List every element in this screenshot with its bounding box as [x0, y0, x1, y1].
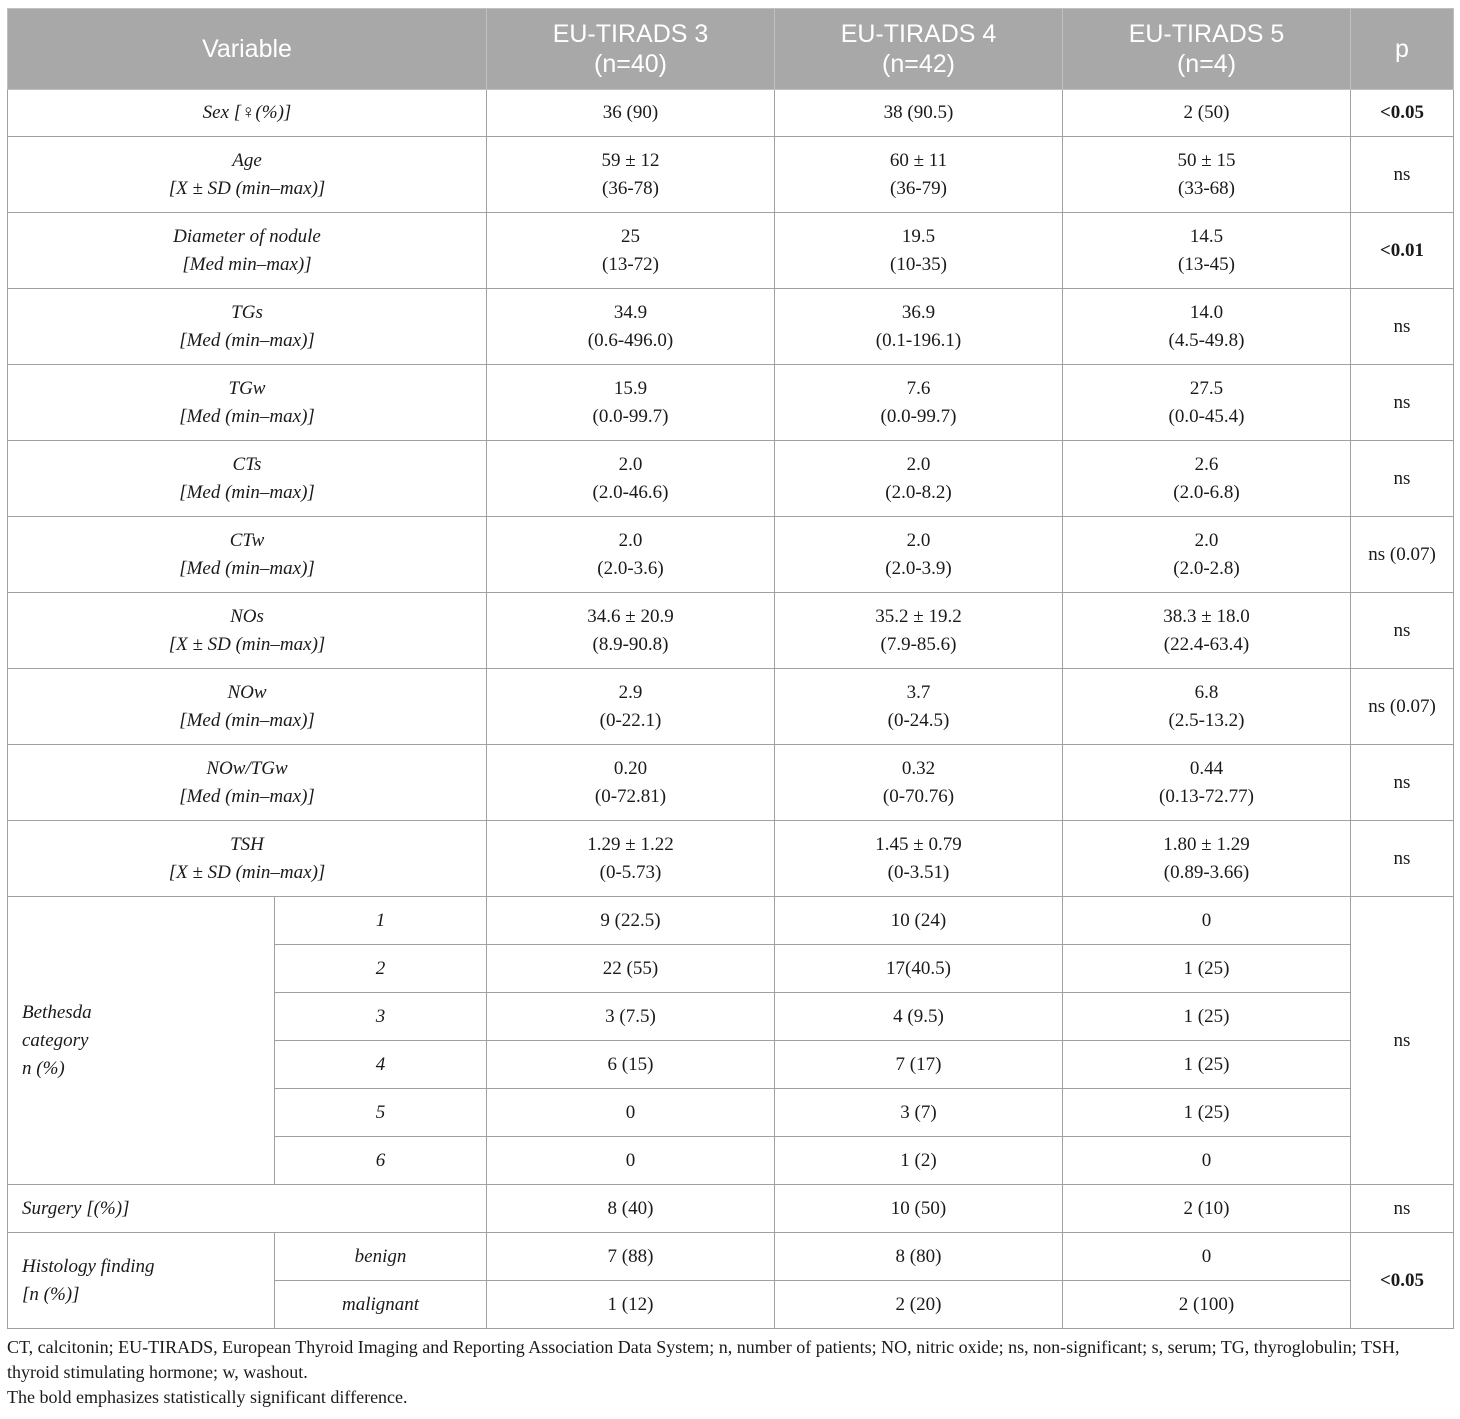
g3-range: (0-5.73) [599, 861, 662, 883]
variable-label: Diameter of nodule [173, 225, 321, 247]
cell-g5 [1063, 669, 1351, 745]
cell-g3: 6 (15) [487, 1041, 775, 1089]
header-eu-tirads-3-title: EU-TIRADS 3 [552, 20, 709, 48]
table-row [8, 137, 1454, 213]
g5-range: (33-68) [1178, 177, 1235, 199]
cell-g4 [775, 669, 1063, 745]
variable-unit: [X ± SD (min–max)] [168, 177, 326, 199]
cell-g4 [775, 137, 1063, 213]
header-p: p [1351, 9, 1454, 90]
g4-range: (10-35) [890, 253, 947, 275]
cell-g4 [775, 821, 1063, 897]
p-value-cell: ns [1351, 821, 1454, 897]
histology-p-value: <0.05 [1351, 1233, 1454, 1329]
variable-cell [8, 90, 487, 137]
cell-g4: 17(40.5) [775, 945, 1063, 993]
header-eu-tirads-3 [487, 9, 775, 90]
g3-range: (13-72) [602, 253, 659, 275]
g5-range: (0.89-3.66) [1163, 861, 1250, 883]
cell-g4 [775, 517, 1063, 593]
table-row [8, 289, 1454, 365]
cell-g3 [487, 669, 775, 745]
variable-cell [8, 289, 487, 365]
p-value-cell: ns [1351, 289, 1454, 365]
table-row [8, 441, 1454, 517]
footnote-abbreviations: CT, calcitonin; EU-TIRADS, European Thyroid Imaging and Reporting Association Data System; n, number of patients; NO, nitric oxide; ns, non-significant; s, serum; TG, thyroglobulin; TSH, thyroid stimulating hormone; w, washout. [7, 1337, 1400, 1382]
cell-g3: 3 (7.5) [487, 993, 775, 1041]
cell-g3 [487, 745, 775, 821]
cell-g4 [775, 593, 1063, 669]
cell-g3 [487, 517, 775, 593]
variable-cell [8, 517, 487, 593]
histology-label: Histology finding [22, 1255, 155, 1277]
g3-range: (36-78) [602, 177, 659, 199]
bethesda-category: 2 [275, 945, 487, 993]
variable-cell [8, 745, 487, 821]
bethesda-label-category: category [22, 1029, 89, 1051]
g4-value: 1.45 ± 0.79 [875, 833, 962, 855]
cell-g3 [487, 137, 775, 213]
g3-range: (2.0-3.6) [597, 557, 664, 579]
g5-value: 1.80 ± 1.29 [1163, 833, 1250, 855]
g4-value: 36.9 [901, 301, 936, 323]
g5-range: (2.0-6.8) [1173, 481, 1240, 503]
bethesda-row [8, 897, 1454, 945]
variable-label: TSH [230, 833, 264, 855]
g3-value: 2.0 [618, 529, 643, 551]
g3-value: 34.9 [613, 301, 648, 323]
g5-range: (2.0-2.8) [1173, 557, 1240, 579]
g5-value: 0.44 [1189, 757, 1224, 779]
header-variable: Variable [8, 9, 487, 90]
cell-g4: 7 (17) [775, 1041, 1063, 1089]
variable-label: NOw/TGw [206, 757, 288, 779]
cell-g4: 1 (2) [775, 1137, 1063, 1185]
cell-g3 [487, 441, 775, 517]
histology-type: malignant [275, 1281, 487, 1329]
variable-unit: [X ± SD (min–max)] [168, 861, 326, 883]
variable-unit: [Med (min–max)] [179, 329, 315, 351]
variable-cell [8, 669, 487, 745]
p-value-cell: ns (0.07) [1351, 517, 1454, 593]
g3-range: (2.0-46.6) [592, 481, 669, 503]
g5-value: 38.3 ± 18.0 [1163, 605, 1250, 627]
cell-g4: 10 (50) [775, 1185, 1063, 1233]
p-value-cell: <0.01 [1351, 213, 1454, 289]
g3-value: 1.29 ± 1.22 [587, 833, 674, 855]
cell-g4: 2 (20) [775, 1281, 1063, 1329]
g3-range: (0.0-99.7) [592, 405, 669, 427]
p-value-cell: ns [1351, 593, 1454, 669]
cell-g5: 2 (10) [1063, 1185, 1351, 1233]
g5-value: 14.0 [1189, 301, 1224, 323]
bethesda-p-value: ns [1351, 897, 1454, 1185]
p-value-cell: ns [1351, 441, 1454, 517]
variable-cell [8, 441, 487, 517]
table-row [8, 669, 1454, 745]
g4-value: 19.5 [901, 225, 936, 247]
header-eu-tirads-4-title: EU-TIRADS 4 [840, 20, 997, 48]
cell-g3: 8 (40) [487, 1185, 775, 1233]
variable-unit: [Med (min–max)] [179, 785, 315, 807]
table-row [8, 90, 1454, 137]
cell-g3: 0 [487, 1137, 775, 1185]
histology-label-unit: [n (%)] [22, 1283, 80, 1305]
g3-range: (0-22.1) [599, 709, 662, 731]
cell-g4 [775, 745, 1063, 821]
g3-value: 34.6 ± 20.9 [587, 605, 674, 627]
g4-value: 2.0 [906, 453, 931, 475]
g4-range: (0.1-196.1) [875, 329, 962, 351]
cell-g4: 4 (9.5) [775, 993, 1063, 1041]
results-table-container [7, 8, 1453, 1329]
cell-g3: 9 (22.5) [487, 897, 775, 945]
p-value-cell: ns [1351, 745, 1454, 821]
cell-g5 [1063, 90, 1351, 137]
variable-unit: [Med (min–max)] [179, 557, 315, 579]
bethesda-label: Bethesda [22, 1001, 92, 1023]
variable-cell [8, 821, 487, 897]
table-row [8, 745, 1454, 821]
g4-value: 2.0 [906, 529, 931, 551]
cell-g4 [775, 213, 1063, 289]
p-value-cell: ns [1351, 137, 1454, 213]
variable-unit: [Med (min–max)] [179, 709, 315, 731]
cell-g4 [775, 365, 1063, 441]
cell-g4 [775, 441, 1063, 517]
g3-value: 15.9 [613, 377, 648, 399]
bethesda-category: 1 [275, 897, 487, 945]
g4-range: (0-24.5) [887, 709, 950, 731]
surgery-p-value: ns [1351, 1185, 1454, 1233]
g3-range: (0-72.81) [594, 785, 667, 807]
g4-value: 60 ± 11 [889, 149, 948, 171]
variable-label: NOs [230, 605, 264, 627]
variable-cell [8, 213, 487, 289]
surgery-row [8, 1185, 1454, 1233]
cell-g5 [1063, 213, 1351, 289]
bethesda-category: 3 [275, 993, 487, 1041]
g3-value: 2.0 [618, 453, 643, 475]
cell-g5 [1063, 593, 1351, 669]
header-eu-tirads-4-n: (n=42) [882, 50, 955, 78]
g4-range: (0-3.51) [887, 861, 950, 883]
variable-cell [8, 365, 487, 441]
header-eu-tirads-3-n: (n=40) [594, 50, 667, 78]
variable-label: Age [232, 149, 262, 171]
cell-g3 [487, 365, 775, 441]
cell-g5: 0 [1063, 897, 1351, 945]
cell-g5: 1 (25) [1063, 993, 1351, 1041]
g3-value: 25 [621, 225, 640, 247]
cell-g3 [487, 90, 775, 137]
variable-label: Sex [♀(%)] [202, 102, 292, 123]
cell-g4 [775, 90, 1063, 137]
cell-g3: 22 (55) [487, 945, 775, 993]
g4-value: 35.2 ± 19.2 [875, 605, 962, 627]
variable-cell [8, 137, 487, 213]
bethesda-label-cell [8, 897, 275, 1185]
g4-range: (2.0-3.9) [885, 557, 952, 579]
cell-g5 [1063, 365, 1351, 441]
header-eu-tirads-4 [775, 9, 1063, 90]
cell-g5 [1063, 745, 1351, 821]
cell-g3 [487, 213, 775, 289]
cell-g3 [487, 593, 775, 669]
g5-value: 50 ± 15 [1177, 149, 1236, 171]
table-row [8, 213, 1454, 289]
g5-value: 6.8 [1194, 681, 1219, 703]
g3-value: 0.20 [613, 757, 648, 779]
cell-g3 [487, 289, 775, 365]
cell-g5 [1063, 441, 1351, 517]
cell-g5: 0 [1063, 1137, 1351, 1185]
g5-range: (4.5-49.8) [1168, 329, 1245, 351]
g3-range: (0.6-496.0) [587, 329, 674, 351]
g5-value: 27.5 [1189, 377, 1224, 399]
g5-range: (2.5-13.2) [1168, 709, 1245, 731]
cell-g5 [1063, 289, 1351, 365]
g5-value: 2.6 [1194, 453, 1219, 475]
table-row [8, 821, 1454, 897]
table-row [8, 517, 1454, 593]
bethesda-label-unit: n (%) [22, 1057, 65, 1079]
g5-range: (22.4-63.4) [1163, 633, 1250, 655]
cell-g3 [487, 821, 775, 897]
g4-range: (2.0-8.2) [885, 481, 952, 503]
g5-value: 2 (50) [1183, 102, 1230, 123]
histology-label-cell [8, 1233, 275, 1329]
histology-row [8, 1233, 1454, 1281]
histology-type: benign [275, 1233, 487, 1281]
bethesda-category: 4 [275, 1041, 487, 1089]
g5-value: 2.0 [1194, 529, 1219, 551]
cell-g3: 1 (12) [487, 1281, 775, 1329]
variable-unit: [X ± SD (min–max)] [168, 633, 326, 655]
cell-g5 [1063, 517, 1351, 593]
g5-value: 14.5 [1189, 225, 1224, 247]
cell-g3: 7 (88) [487, 1233, 775, 1281]
g4-range: (0.0-99.7) [880, 405, 957, 427]
cell-g4: 3 (7) [775, 1089, 1063, 1137]
g4-range: (7.9-85.6) [880, 633, 957, 655]
cell-g5 [1063, 137, 1351, 213]
g4-value: 3.7 [906, 681, 931, 703]
cell-g4 [775, 289, 1063, 365]
p-value-cell: ns (0.07) [1351, 669, 1454, 745]
g4-range: (36-79) [890, 177, 947, 199]
table-row [8, 593, 1454, 669]
table-footnote [7, 1335, 1453, 1410]
g4-value: 7.6 [906, 377, 931, 399]
g3-range: (8.9-90.8) [592, 633, 669, 655]
cell-g5: 0 [1063, 1233, 1351, 1281]
variable-unit: [Med (min–max)] [179, 405, 315, 427]
cell-g5: 1 (25) [1063, 1041, 1351, 1089]
g3-value: 59 ± 12 [601, 149, 660, 171]
variable-unit: [Med min–max)] [182, 253, 312, 275]
p-value-cell: ns [1351, 365, 1454, 441]
g3-value: 36 (90) [602, 102, 659, 123]
variable-cell [8, 593, 487, 669]
bethesda-category: 5 [275, 1089, 487, 1137]
variable-label: NOw [227, 681, 267, 703]
cell-g4: 10 (24) [775, 897, 1063, 945]
surgery-label: Surgery [(%)] [8, 1185, 487, 1233]
bethesda-category: 6 [275, 1137, 487, 1185]
cell-g3: 0 [487, 1089, 775, 1137]
variable-unit: [Med (min–max)] [179, 481, 315, 503]
footnote-bold-note: The bold emphasizes statistically significant difference. [7, 1387, 408, 1407]
cell-g5: 1 (25) [1063, 945, 1351, 993]
cell-g5: 2 (100) [1063, 1281, 1351, 1329]
cell-g5 [1063, 821, 1351, 897]
cell-g5: 1 (25) [1063, 1089, 1351, 1137]
g5-range: (13-45) [1178, 253, 1235, 275]
table-row [8, 365, 1454, 441]
g4-range: (0-70.76) [882, 785, 955, 807]
variable-label: CTw [229, 529, 265, 551]
variable-label: TGs [231, 301, 263, 323]
g4-value: 38 (90.5) [883, 102, 954, 123]
g3-value: 2.9 [618, 681, 643, 703]
g5-range: (0.13-72.77) [1159, 785, 1254, 807]
g5-range: (0.0-45.4) [1168, 405, 1245, 427]
cell-g4: 8 (80) [775, 1233, 1063, 1281]
variable-label: CTs [232, 453, 262, 475]
header-eu-tirads-5-title: EU-TIRADS 5 [1128, 20, 1285, 48]
header-eu-tirads-5-n: (n=4) [1176, 50, 1237, 78]
p-value-cell: <0.05 [1351, 90, 1454, 137]
variable-label: TGw [228, 377, 266, 399]
header-eu-tirads-5 [1063, 9, 1351, 90]
g4-value: 0.32 [901, 757, 936, 779]
results-table [7, 8, 1454, 1329]
header-row [8, 9, 1454, 90]
